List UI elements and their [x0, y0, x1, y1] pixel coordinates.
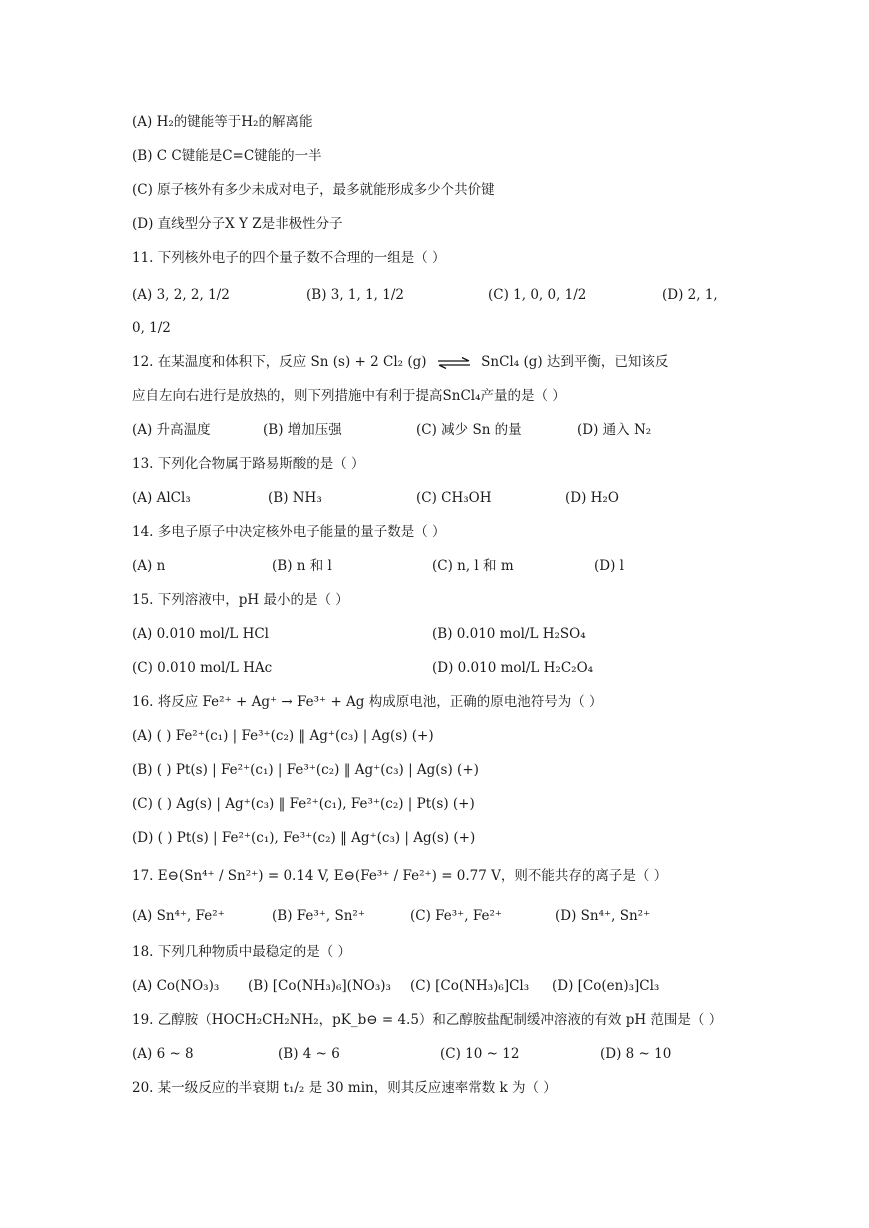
q13-option-c: (C) CH₃OH [416, 490, 492, 506]
question-15-stem: 15. 下列溶液中，pH 最小的是（ ） [132, 592, 349, 608]
q11-option-a: (A) 3, 2, 2, 1/2 [132, 287, 230, 303]
q15-option-b: (B) 0.010 mol/L H₂SO₄ [432, 626, 586, 642]
q14-option-b: (B) n 和 l [272, 558, 332, 574]
q17-option-c: (C) Fe³⁺, Fe²⁺ [410, 908, 503, 924]
q19-option-c: (C) 10 ~ 12 [440, 1046, 520, 1062]
q16-option-c: (C) ( ) Ag(s) | Ag⁺(c₃) ‖ Fe²⁺(c₁), Fe³⁺(c₂) | Pt(s) (+) [132, 796, 475, 812]
q11-option-d-continued: 0, 1/2 [132, 320, 171, 336]
q14-option-a: (A) n [132, 558, 166, 574]
question-19-stem: 19. 乙醇胺（HOCH₂CH₂NH₂，pK_b⊖ = 4.5）和乙醇胺盐配制缓冲溶液的有效 pH 范围是（ ） [132, 1012, 723, 1028]
question-12-stem-line2: 应自左向右进行是放热的，则下列措施中有利于提高SnCl₄产量的是（ ） [132, 388, 566, 404]
q18-option-b: (B) [Co(NH₃)₆](NO₃)₃ [248, 978, 391, 994]
q11-option-d: (D) 2, 1, [662, 287, 718, 303]
q11-option-b: (B) 3, 1, 1, 1/2 [306, 287, 404, 303]
q18-option-a: (A) Co(NO₃)₃ [132, 978, 220, 994]
q11-option-c: (C) 1, 0, 0, 1/2 [488, 287, 587, 303]
q19-option-b: (B) 4 ~ 6 [278, 1046, 340, 1062]
q18-option-d: (D) [Co(en)₃]Cl₃ [552, 978, 660, 994]
q12-stem-part1: 12. 在某温度和体积下，反应 Sn (s) + 2 Cl₂ (g) [132, 354, 427, 370]
q17-option-b: (B) Fe³⁺, Sn²⁺ [272, 908, 365, 924]
question-18-stem: 18. 下列几种物质中最稳定的是（ ） [132, 944, 352, 960]
question-14-stem: 14. 多电子原子中决定核外电子能量的量子数是（ ） [132, 524, 446, 540]
q12-option-c: (C) 减少 Sn 的量 [416, 422, 522, 438]
option-d-top: (D) 直线型分子X Y Z是非极性分子 [132, 216, 343, 232]
q12-stem-part2: SnCl₄ (g) 达到平衡，已知该反 [481, 354, 669, 370]
question-16-stem: 16. 将反应 Fe²⁺ + Ag⁺ → Fe³⁺ + Ag 构成原电池，正确的原电池符号为（ ） [132, 694, 603, 710]
q17-option-d: (D) Sn⁴⁺, Sn²⁺ [555, 908, 651, 924]
q12-option-a: (A) 升高温度 [132, 422, 211, 438]
question-17-stem: 17. E⊖(Sn⁴⁺ / Sn²⁺) = 0.14 V, E⊖(Fe³⁺ / Fe²⁺) = 0.77 V，则不能共存的离子是（ ） [132, 868, 668, 884]
q18-option-c: (C) [Co(NH₃)₆]Cl₃ [410, 978, 530, 994]
q13-option-d: (D) H₂O [565, 490, 619, 506]
q12-option-b: (B) 增加压强 [263, 422, 342, 438]
q13-option-b: (B) NH₃ [268, 490, 322, 506]
equilibrium-arrow-icon [437, 357, 471, 369]
q14-option-d: (D) l [594, 558, 624, 574]
q12-option-d: (D) 通入 N₂ [577, 422, 652, 438]
option-b-top: (B) C C键能是C=C键能的一半 [132, 148, 322, 164]
q19-option-a: (A) 6 ~ 8 [132, 1046, 194, 1062]
q13-option-a: (A) AlCl₃ [132, 490, 191, 506]
option-a-top: (A) H₂的键能等于H₂的解离能 [132, 114, 313, 130]
question-20-stem: 20. 某一级反应的半衰期 t₁/₂ 是 30 min，则其反应速率常数 k 为（ ） [132, 1080, 557, 1096]
question-13-stem: 13. 下列化合物属于路易斯酸的是（ ） [132, 456, 365, 472]
option-c-top: (C) 原子核外有多少未成对电子，最多就能形成多少个共价键 [132, 182, 495, 198]
q19-option-d: (D) 8 ~ 10 [600, 1046, 672, 1062]
q16-option-b: (B) ( ) Pt(s) | Fe²⁺(c₁) | Fe³⁺(c₂) ‖ Ag⁺(c₃) | Ag(s) (+) [132, 762, 479, 778]
q15-option-a: (A) 0.010 mol/L HCl [132, 626, 269, 642]
question-11-stem: 11. 下列核外电子的四个量子数不合理的一组是（ ） [132, 250, 446, 266]
question-12-stem [132, 352, 668, 372]
q15-option-d: (D) 0.010 mol/L H₂C₂O₄ [432, 660, 594, 676]
q16-option-a: (A) ( ) Fe²⁺(c₁) | Fe³⁺(c₂) ‖ Ag⁺(c₃) | Ag(s) (+) [132, 728, 434, 744]
q17-option-a: (A) Sn⁴⁺, Fe²⁺ [132, 908, 225, 924]
q14-option-c: (C) n, l 和 m [432, 558, 514, 574]
q16-option-d: (D) ( ) Pt(s) | Fe²⁺(c₁), Fe³⁺(c₂) ‖ Ag⁺(c₃) | Ag(s) (+) [132, 830, 476, 846]
q15-option-c: (C) 0.010 mol/L HAc [132, 660, 273, 676]
